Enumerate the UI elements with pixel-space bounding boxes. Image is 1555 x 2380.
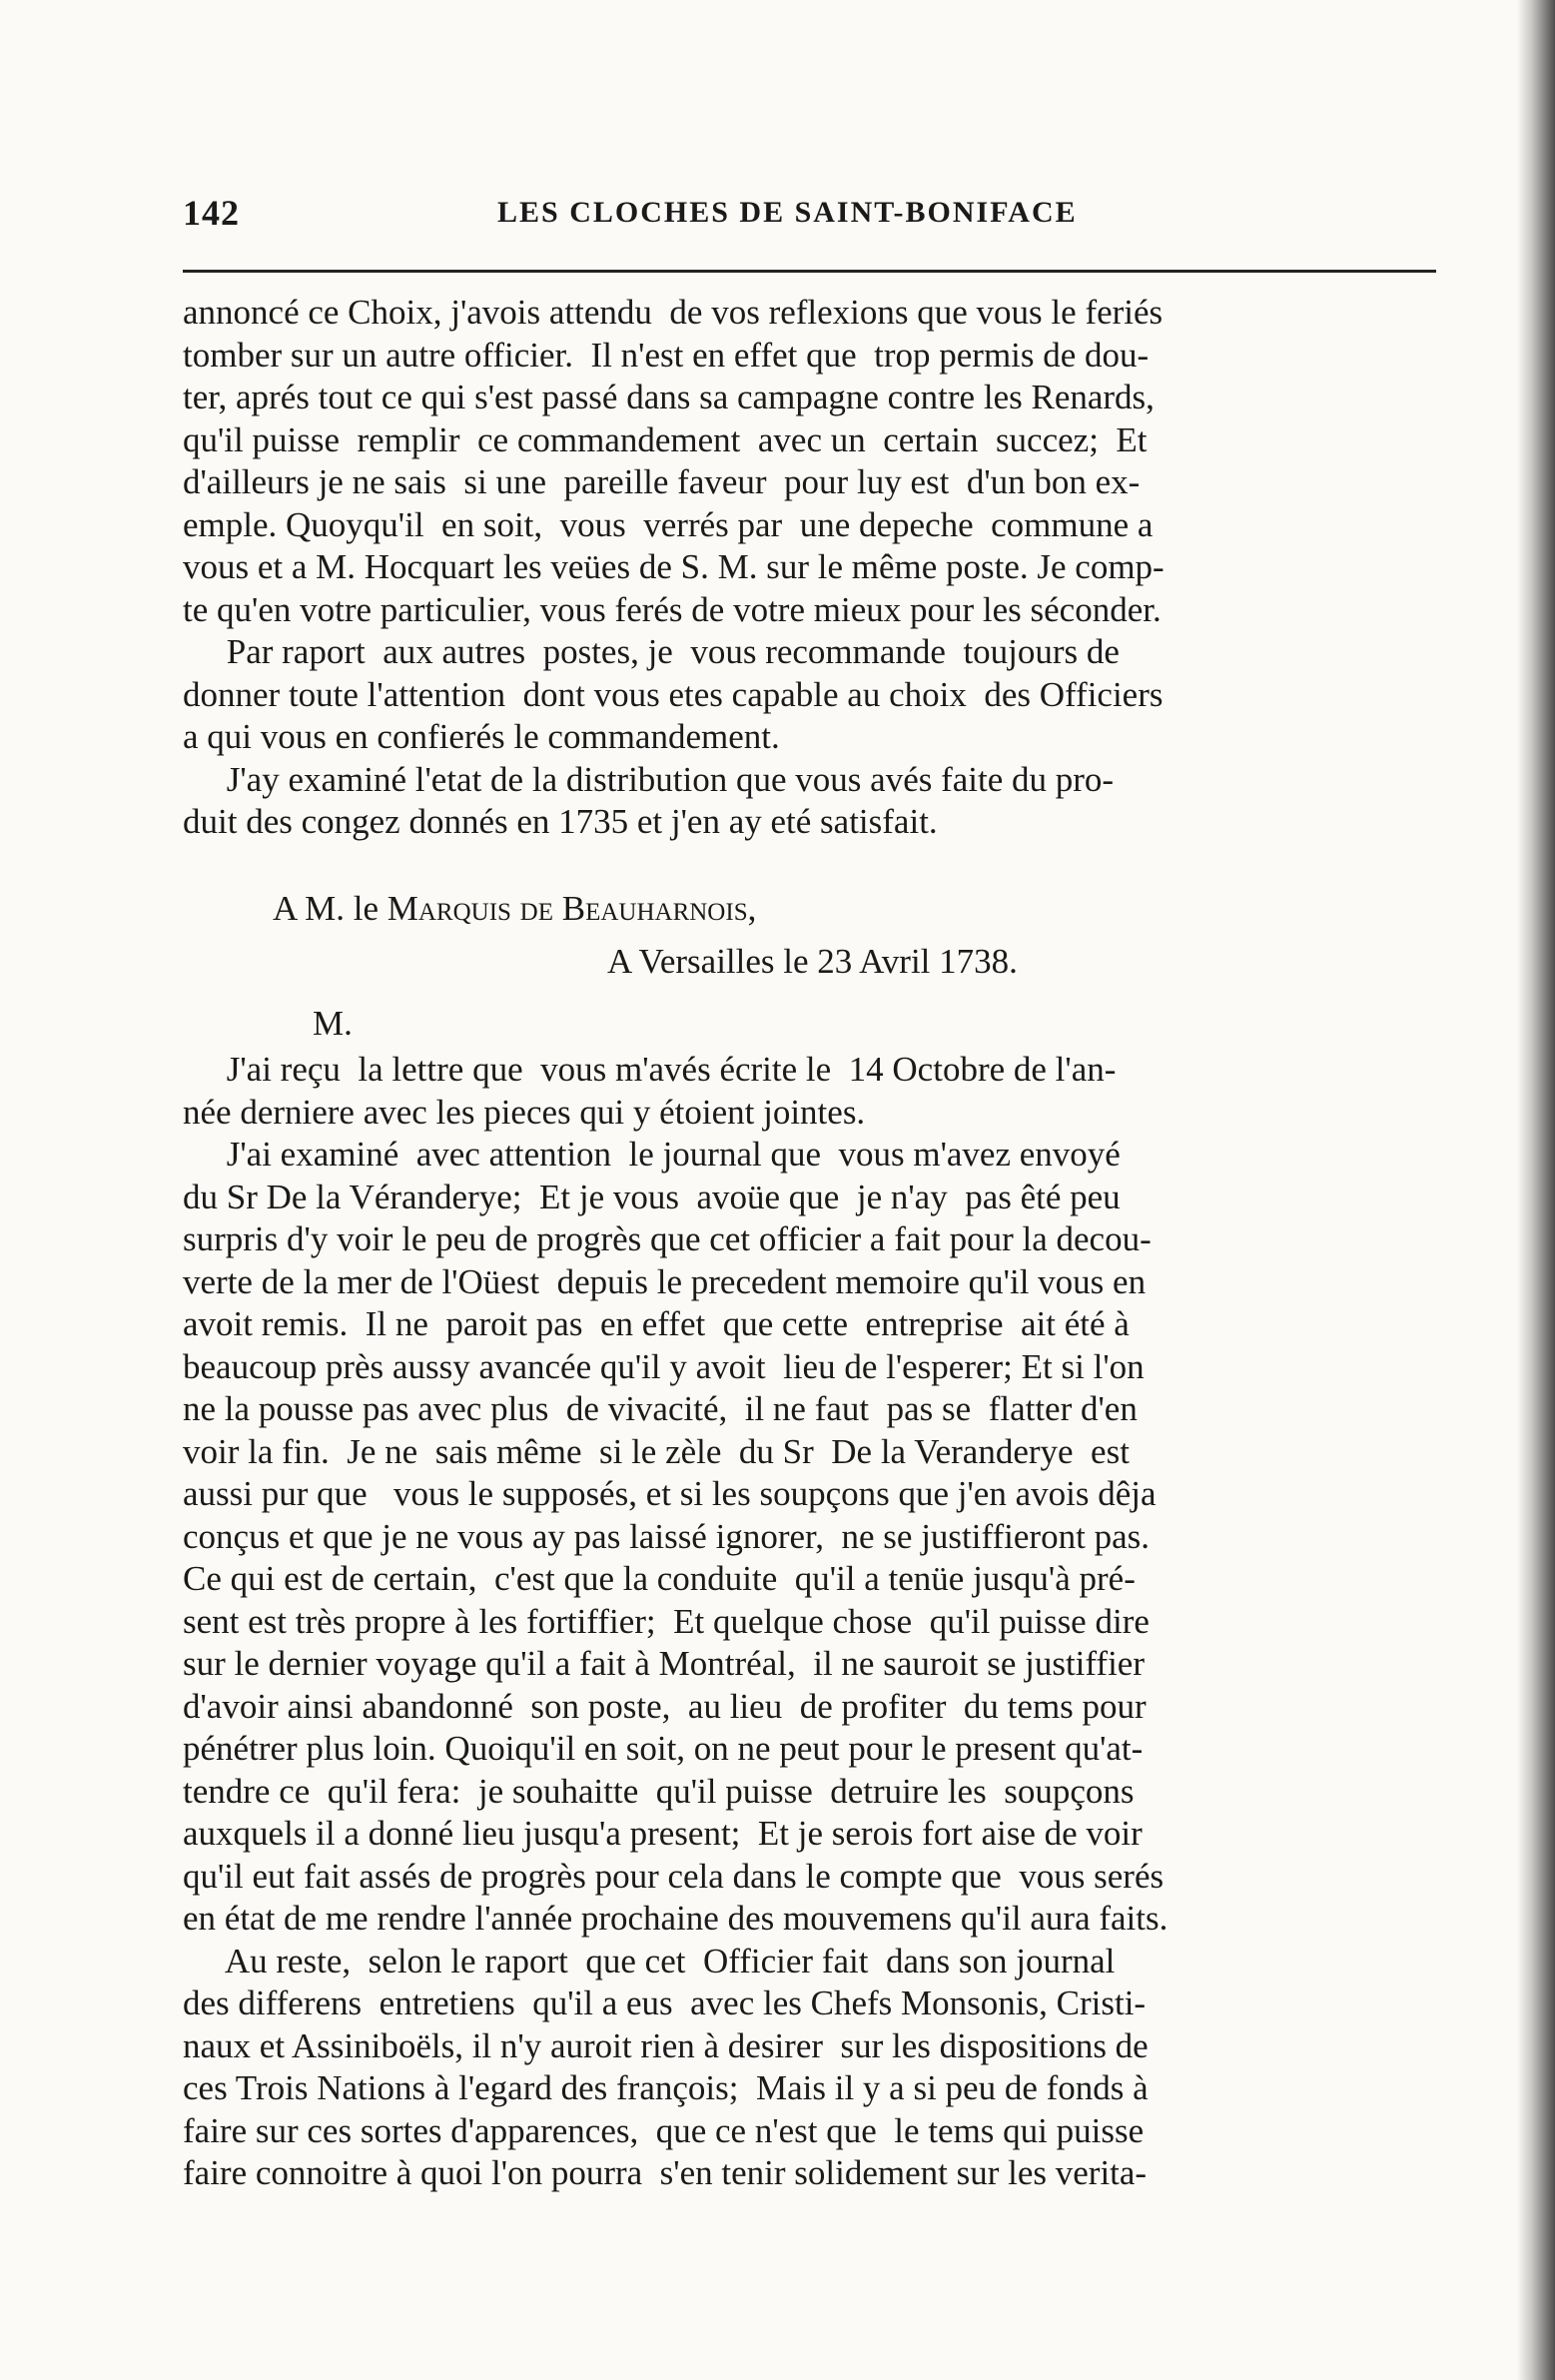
text-line: née derniere avec les pieces qui y étoient jointes.	[183, 1092, 866, 1132]
text-line: J'ai examiné avec attention le journal que vous m'avez envoyé	[183, 1135, 1121, 1174]
text-line: d'ailleurs je ne sais si une pareille faveur pour luy est d'un bon ex-	[183, 462, 1141, 501]
text-line: beaucoup près aussy avancée qu'il y avoit lieu de l'esperer; Et si l'on	[183, 1346, 1145, 1386]
running-title: LES CLOCHES DE SAINT-BONIFACE	[497, 196, 1078, 229]
text-line: Ce qui est de certain, c'est que la conduite qu'il a tenüe jusqu'à pré-	[183, 1559, 1136, 1598]
text-line: du Sr De la Véranderye; Et je vous avoüe que je n'ay pas êté peu	[183, 1177, 1121, 1216]
letter-continued	[183, 292, 1456, 844]
text-line: faire sur ces sortes d'apparences, que ce n'est que le tems qui puisse	[183, 2110, 1145, 2150]
addressee-prefix: A M. le	[273, 889, 388, 928]
text-line: vous et a M. Hocquart les veües de S. M. sur le même poste. Je comp-	[183, 547, 1165, 586]
text-line: auxquels il a donné lieu jusqu'a present; Et je serois fort aise de voir	[183, 1814, 1143, 1853]
text-line: tendre ce qu'il fera: je souhaitte qu'il puisse detruire les soupçons	[183, 1771, 1135, 1811]
text-line: Au reste, selon le raport que cet Officier fait dans son journal	[183, 1941, 1116, 1981]
text-line: surpris d'y voir le peu de progrès que cet officier a fait pour la decou-	[183, 1219, 1152, 1258]
header-rule	[183, 270, 1436, 273]
text-line: te qu'en votre particulier, vous ferés de votre mieux pour les séconder.	[183, 589, 1162, 629]
text-line: conçus et que je ne vous ay pas laissé ignorer, ne se justiffieront pas.	[183, 1516, 1150, 1556]
text-line: verte de la mer de l'Oüest depuis le precedent memoire qu'il vous en	[183, 1261, 1147, 1301]
text-line: ter, aprés tout ce qui s'est passé dans sa campagne contre les Renards,	[183, 378, 1155, 416]
text-line: ces Trois Nations à l'egard des françois; Mais il y a si peu de fonds à	[183, 2068, 1149, 2107]
text-line: a qui vous en confierés le commandement.	[183, 717, 780, 756]
text-line: avoit remis. Il ne paroit pas en effet que cette entreprise ait été à	[183, 1304, 1130, 1343]
page-edge-shadow	[1517, 0, 1555, 2380]
text-line: sur le dernier voyage qu'il a fait à Montréal, il ne sauroit se justiffier	[183, 1644, 1145, 1683]
text-line: voir la fin. Je ne sais même si le zèle du Sr De la Veranderye est	[183, 1431, 1130, 1471]
text-line: pénétrer plus loin. Quoiqu'il en soit, on ne peut pour le present qu'at-	[183, 1729, 1144, 1768]
letter-heading	[183, 889, 1456, 1059]
page-header	[183, 192, 1321, 242]
text-line: en état de me rendre l'année prochaine des mouvemens qu'il aura faits.	[183, 1899, 1168, 1938]
addressee-name: Marquis de Beauharnois,	[387, 889, 757, 928]
text-line: qu'il puisse remplir ce commandement avec un certain succez; Et	[183, 419, 1148, 459]
page-number: 142	[183, 193, 240, 233]
text-line: duit des congez donnés en 1735 et j'en ay eté satisfait.	[183, 802, 938, 841]
addressee	[273, 889, 756, 929]
text-line: J'ai reçu la lettre que vous m'avés écrite le 14 Octobre de l'an-	[183, 1050, 1117, 1089]
text-line: ne la pousse pas avec plus de vivacité, il ne faut pas se flatter d'en	[183, 1389, 1138, 1428]
text-line: faire connoitre à quoi l'on pourra s'en tenir solidement sur les verita-	[183, 2153, 1148, 2192]
text-line: des differens entretiens qu'il a eus avec les Chefs Monsonis, Cristi-	[183, 1983, 1147, 2022]
dateline: A Versailles le 23 Avril 1738.	[607, 942, 1018, 981]
text-line: annoncé ce Choix, j'avois attendu de vos reflexions que vous le feriés	[183, 293, 1164, 332]
text-line: emple. Quoyqu'il en soit, vous verrés par une depeche commune a	[183, 504, 1154, 544]
text-line: d'avoir ainsi abandonné son poste, au lieu de profiter du tems pour	[183, 1686, 1147, 1726]
salutation: M.	[313, 1004, 353, 1043]
text-line: sent est très propre à les fortiffier; Et quelque chose qu'il puisse dire	[183, 1601, 1150, 1641]
text-line: Par raport aux autres postes, je vous recommande toujours de	[183, 632, 1120, 671]
letter-body	[183, 1049, 1456, 2195]
text-line: naux et Assiniboëls, il n'y auroit rien à desirer sur les dispositions de	[183, 2025, 1149, 2065]
text-line: tomber sur un autre officier. Il n'est en effet que trop permis de dou-	[183, 335, 1150, 375]
text-line: qu'il eut fait assés de progrès pour cela dans le compte que vous serés	[183, 1856, 1165, 1896]
text-line: donner toute l'attention dont vous etes capable au choix des Officiers	[183, 674, 1164, 714]
text-line: aussi pur que vous le supposés, et si les soupçons que j'en avois dêja	[183, 1474, 1157, 1513]
text-line: J'ay examiné l'etat de la distribution que vous avés faite du pro-	[183, 759, 1115, 799]
